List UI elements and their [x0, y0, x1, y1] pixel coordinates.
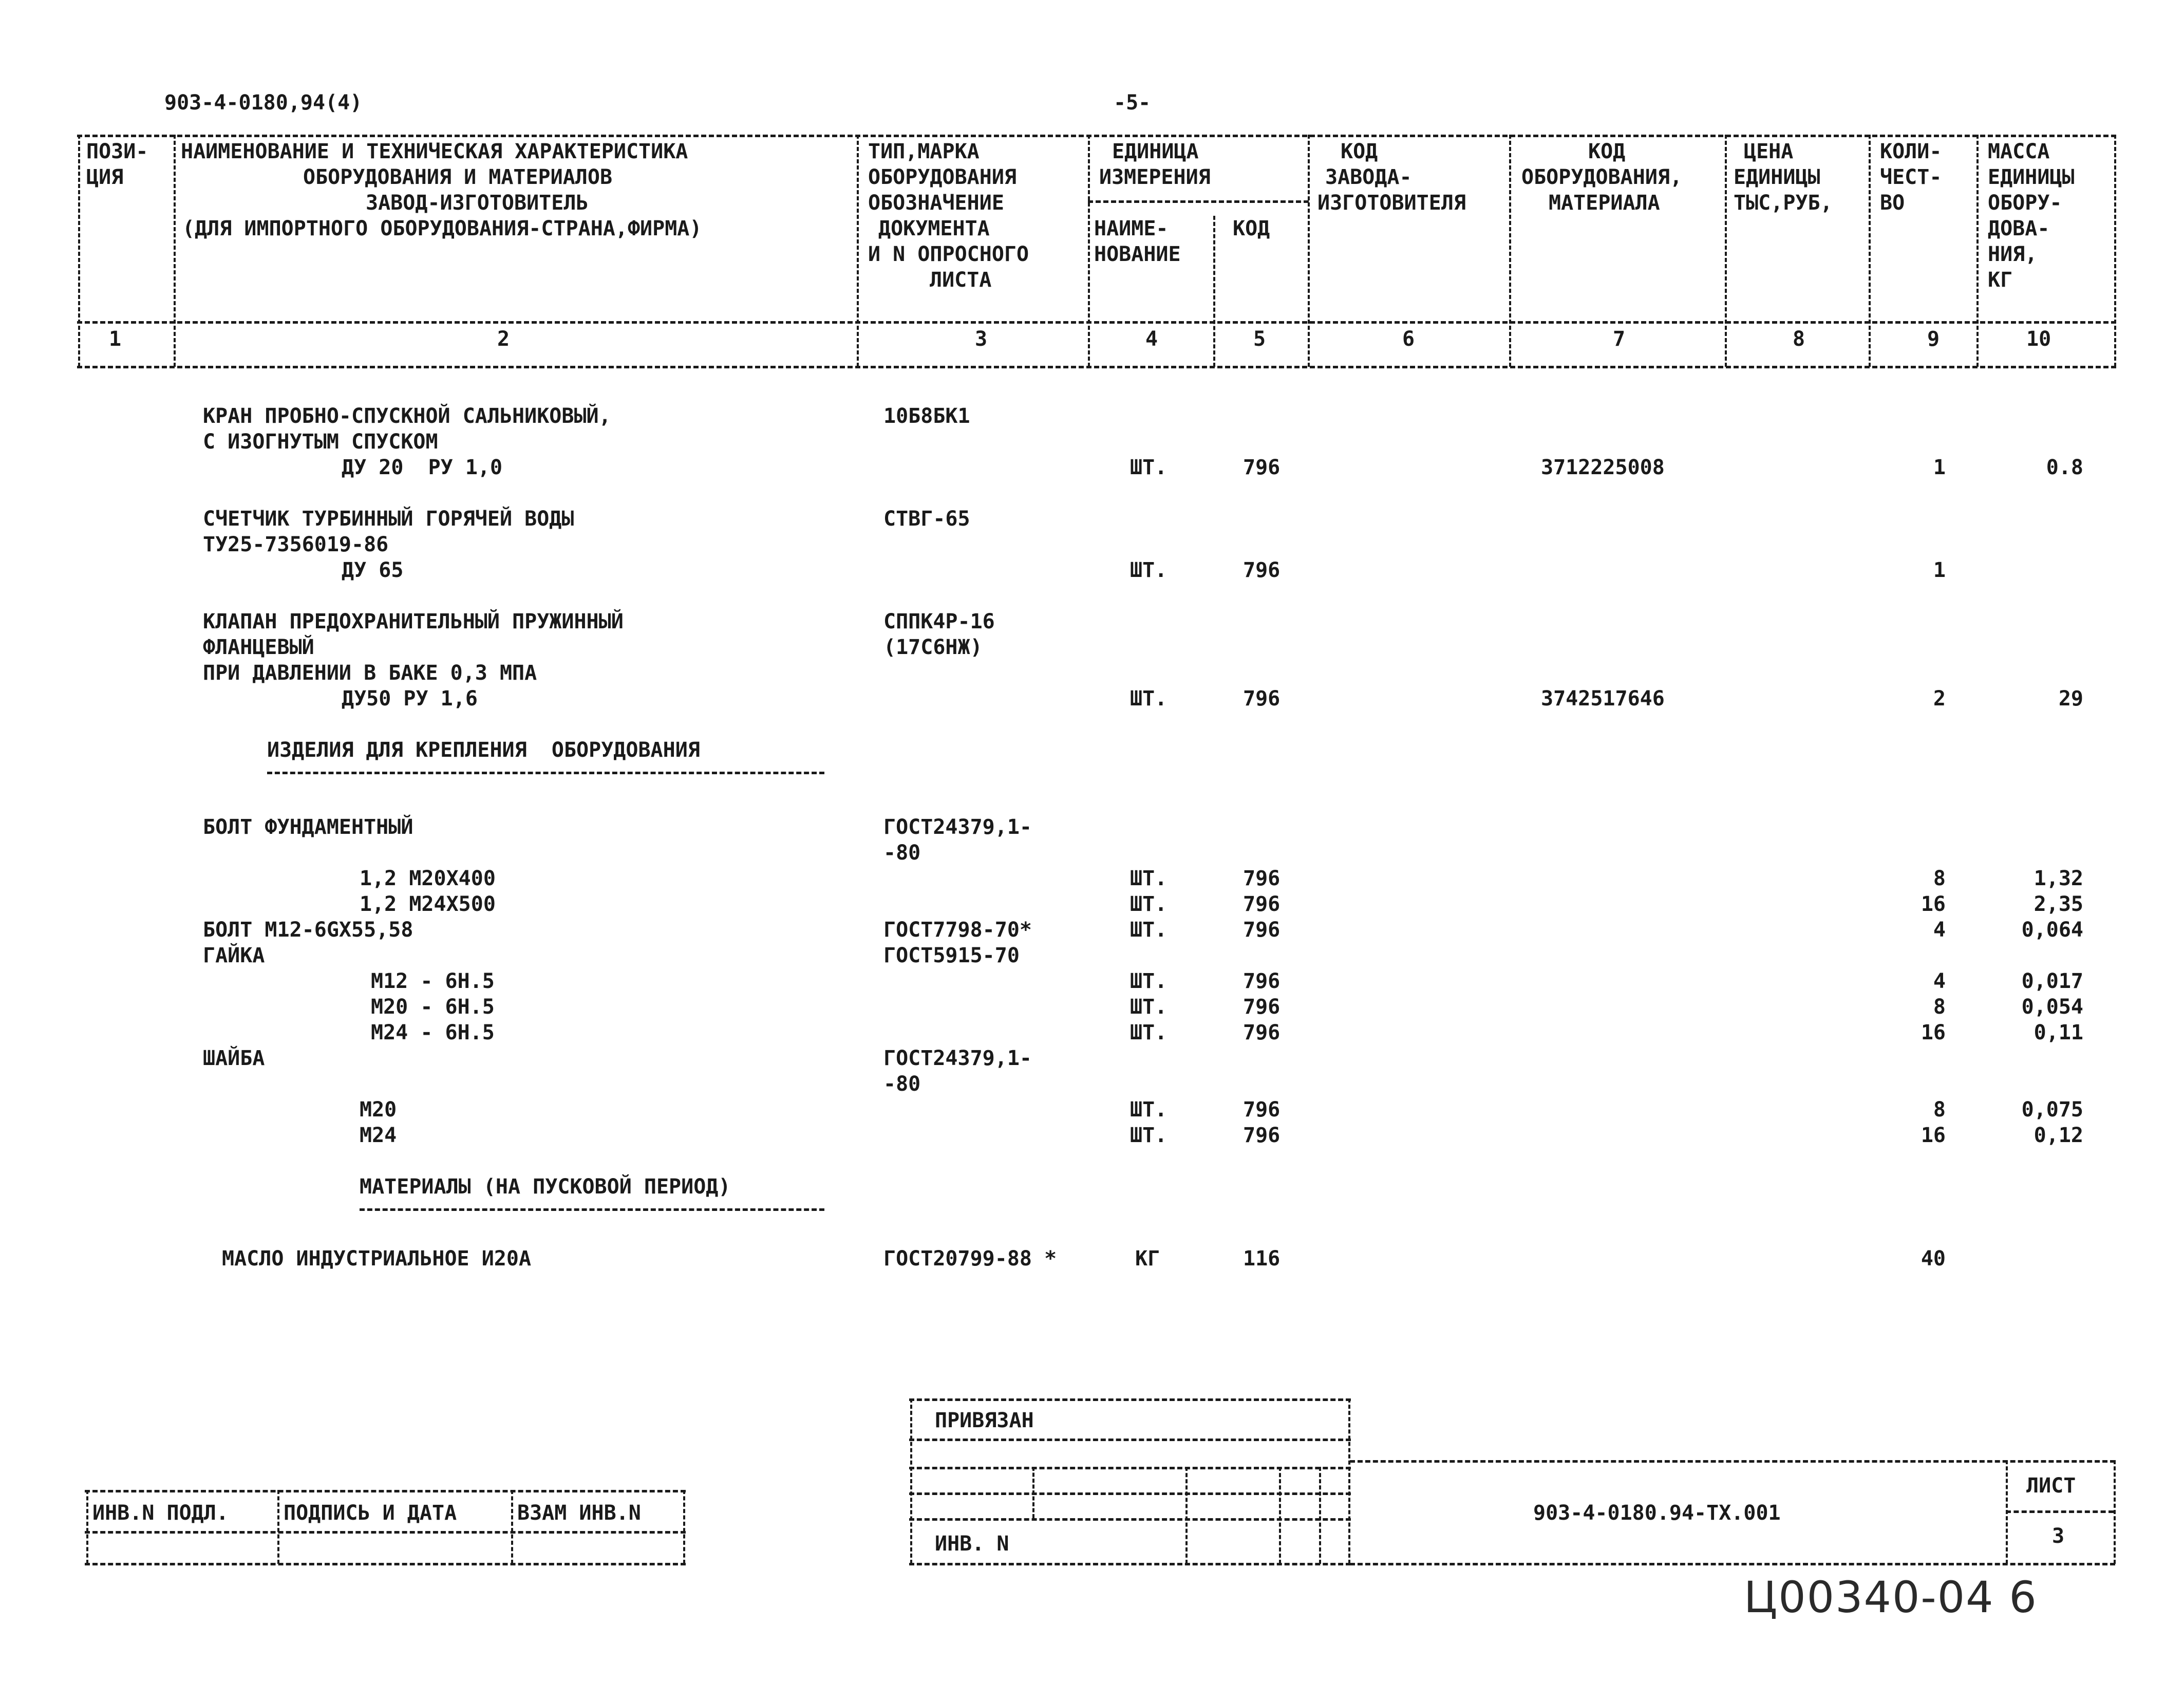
header-mass-line6: КГ	[1988, 268, 2013, 292]
row-quantity: 2	[1933, 687, 1946, 711]
header-equip-code-line2: ОБОРУДОВАНИЯ,	[1521, 165, 1683, 189]
header-qty-line3: ВО	[1880, 191, 1905, 215]
column-number-8: 8	[1793, 327, 1805, 351]
row-name-line: ТУ25-7356019-86	[203, 533, 389, 556]
row-name-line: ФЛАНЦЕВЫЙ	[203, 636, 314, 659]
row-unit-code: 796	[1243, 969, 1281, 993]
header-type-line6: ЛИСТА	[930, 268, 992, 292]
row-mass: 0.8	[2046, 456, 2083, 479]
row-unit: ШТ.	[1130, 969, 1168, 993]
header-equip-code-line3: МАТЕРИАЛА	[1549, 191, 1660, 215]
row-type: 10Б8БК1	[883, 404, 970, 428]
header-unit-code: КОД	[1233, 217, 1270, 240]
row-unit: ШТ.	[1130, 892, 1168, 916]
material-unit-code: 116	[1243, 1247, 1281, 1271]
row-mass: 0,075	[2021, 1098, 2083, 1122]
stamp-inv-label: ИНВ. N	[935, 1532, 1009, 1556]
row-unit-code: 796	[1243, 687, 1281, 711]
row-mass: 0,054	[2021, 995, 2083, 1019]
column-number-9: 9	[1927, 327, 1940, 351]
header-position-line2: ЦИЯ	[86, 165, 124, 189]
section-underline	[267, 772, 824, 774]
row-unit-code: 796	[1243, 558, 1281, 582]
row-name-line: ДУ 65	[342, 558, 404, 582]
row-unit-code: 796	[1243, 456, 1281, 479]
row-name: 1,2 М20Х400	[360, 867, 496, 890]
row-type: (17С6НЖ)	[883, 636, 983, 659]
row-quantity: 16	[1921, 892, 1946, 916]
row-unit-code: 796	[1243, 892, 1281, 916]
stamp-privyazan-label: ПРИВЯЗАН	[935, 1409, 1034, 1432]
header-name-line1: НАИМЕНОВАНИЕ И ТЕХНИЧЕСКАЯ ХАРАКТЕРИСТИКА	[181, 140, 688, 163]
section-underline	[360, 1208, 824, 1211]
row-mass: 1,32	[2034, 867, 2083, 890]
row-unit-code: 796	[1243, 995, 1281, 1019]
row-mass: 0,11	[2034, 1021, 2083, 1044]
material-quantity: 40	[1921, 1247, 1946, 1271]
row-mass: 0,064	[2021, 918, 2083, 942]
row-unit-code: 796	[1243, 1098, 1281, 1122]
row-name-line: ДУ 20 РУ 1,0	[342, 456, 503, 479]
section-heading-fixing: ИЗДЕЛИЯ ДЛЯ КРЕПЛЕНИЯ ОБОРУДОВАНИЯ	[267, 738, 700, 762]
row-mass: 0,12	[2034, 1124, 2083, 1147]
list-item: БОЛТ ФУНДАМЕНТНЫЙ	[203, 815, 413, 839]
column-number-6: 6	[1402, 327, 1415, 351]
header-type-line3: ОБОЗНАЧЕНИЕ	[868, 191, 1004, 215]
row-name: М20 - 6Н.5	[371, 995, 495, 1019]
stamp-label-inv-original: ИНВ.N ПОДЛ.	[92, 1501, 229, 1525]
row-equipment-code: 3712225008	[1541, 456, 1665, 479]
row-unit-code: 796	[1243, 867, 1281, 890]
header-mass-line5: НИЯ,	[1988, 242, 2038, 266]
row-unit: ШТ.	[1130, 1098, 1168, 1122]
row-name-line: КЛАПАН ПРЕДОХРАНИТЕЛЬНЫЙ ПРУЖИННЫЙ	[203, 610, 624, 633]
row-unit: ШТ.	[1130, 918, 1168, 942]
header-maker-code-line1: КОД	[1341, 140, 1378, 163]
row-quantity: 8	[1933, 867, 1946, 890]
header-qty-line2: ЧЕСТ-	[1880, 165, 1942, 189]
stamp-sheet-number: 3	[2052, 1524, 2065, 1548]
row-name: ГАЙКА	[203, 944, 265, 967]
column-number-1: 1	[109, 327, 122, 351]
row-quantity: 4	[1933, 969, 1946, 993]
row-unit: ШТ.	[1130, 1124, 1168, 1147]
row-mass: 0,017	[2021, 969, 2083, 993]
row-name: БОЛТ М12-6GХ55,58	[203, 918, 413, 942]
row-type: ГОСТ5915-70	[883, 944, 1020, 967]
row-name: М24	[360, 1124, 397, 1147]
material-unit: КГ	[1135, 1247, 1160, 1271]
header-mass-line2: ЕДИНИЦЫ	[1988, 165, 2075, 189]
column-number-3: 3	[975, 327, 988, 351]
row-type: СТВГ-65	[883, 507, 970, 531]
row-name-line: С ИЗОГНУТЫМ СПУСКОМ	[203, 430, 438, 454]
row-unit: ШТ.	[1130, 687, 1168, 711]
header-price-line1: ЦЕНА	[1744, 140, 1794, 163]
row-type: ГОСТ7798-70*	[883, 918, 1032, 942]
column-number-10: 10	[2026, 327, 2051, 351]
handwritten-archive-number: Ц00340-04 6	[1744, 1572, 2038, 1622]
row-unit: ШТ.	[1130, 558, 1168, 582]
row-unit: ШТ.	[1130, 867, 1168, 890]
header-type-line2: ОБОРУДОВАНИЯ	[868, 165, 1016, 189]
column-number-2: 2	[497, 327, 510, 351]
header-maker-code-line2: ЗАВОДА-	[1325, 165, 1412, 189]
row-unit-code: 796	[1243, 1124, 1281, 1147]
row-name-line: СЧЕТЧИК ТУРБИННЫЙ ГОРЯЧЕЙ ВОДЫ	[203, 507, 574, 531]
row-type: -80	[883, 841, 921, 865]
column-number-5: 5	[1253, 327, 1266, 351]
stamp-label-signature-date: ПОДПИСЬ И ДАТА	[284, 1501, 457, 1525]
row-unit: ШТ.	[1130, 995, 1168, 1019]
header-unit-line2: ИЗМЕРЕНИЯ	[1099, 165, 1211, 189]
row-quantity: 8	[1933, 1098, 1946, 1122]
row-name: М12 - 6Н.5	[371, 969, 495, 993]
row-name: М24 - 6Н.5	[371, 1021, 495, 1044]
header-unit-name-line2: НОВАНИЕ	[1094, 242, 1181, 266]
stamp-sheet-label: ЛИСТ	[2026, 1474, 2076, 1498]
header-mass-line4: ДОВА-	[1988, 217, 2050, 240]
row-unit-code: 796	[1243, 918, 1281, 942]
row-mass: 2,35	[2034, 892, 2083, 916]
row-unit: ШТ.	[1130, 1021, 1168, 1044]
document-reference: 903-4-0180,94(4)	[164, 91, 363, 115]
header-name-line2: ОБОРУДОВАНИЯ И МАТЕРИАЛОВ	[303, 165, 613, 189]
header-unit-name-line1: НАИМЕ-	[1094, 217, 1169, 240]
row-mass: 29	[2058, 687, 2083, 711]
header-name-line3: ЗАВОД-ИЗГОТОВИТЕЛЬ	[366, 191, 589, 215]
header-name-line4: (ДЛЯ ИМПОРТНОГО ОБОРУДОВАНИЯ-СТРАНА,ФИРМА)	[182, 217, 702, 240]
header-type-line5: И N ОПРОСНОГО	[868, 242, 1029, 266]
stamp-label-replaced-inv: ВЗАМ ИНВ.N	[517, 1501, 641, 1525]
row-type: СППК4Р-16	[883, 610, 995, 633]
header-mass-line1: МАССА	[1988, 140, 2050, 163]
material-name: МАСЛО ИНДУСТРИАЛЬНОЕ И20А	[222, 1247, 532, 1271]
row-name: М20	[360, 1098, 397, 1122]
row-quantity: 4	[1933, 918, 1946, 942]
row-type: ГОСТ24379,1-	[883, 1047, 1032, 1070]
row-equipment-code: 3742517646	[1541, 687, 1665, 711]
stamp-designation: 903-4-0180.94-ТХ.001	[1533, 1501, 1781, 1525]
material-type: ГОСТ20799-88 *	[883, 1247, 1057, 1271]
row-name-line: ПРИ ДАВЛЕНИИ В БАКЕ 0,3 МПА	[203, 661, 537, 685]
header-type-line4: ДОКУМЕНТА	[878, 217, 990, 240]
header-position-line1: ПОЗИ-	[86, 140, 148, 163]
header-equip-code-line1: КОД	[1588, 140, 1626, 163]
row-unit-code: 796	[1243, 1021, 1281, 1044]
row-quantity: 1	[1933, 558, 1946, 582]
header-unit-line1: ЕДИНИЦА	[1112, 140, 1199, 163]
header-price-line3: ТЫС,РУБ,	[1734, 191, 1833, 215]
header-maker-code-line3: ИЗГОТОВИТЕЛЯ	[1317, 191, 1466, 215]
row-unit: ШТ.	[1130, 456, 1168, 479]
header-qty-line1: КОЛИ-	[1880, 140, 1942, 163]
row-type: -80	[883, 1072, 921, 1096]
row-name-line: ДУ50 РУ 1,6	[342, 687, 478, 711]
row-quantity: 1	[1933, 456, 1946, 479]
row-quantity: 16	[1921, 1021, 1946, 1044]
row-name: 1,2 М24Х500	[360, 892, 496, 916]
header-type-line1: ТИП,МАРКА	[868, 140, 980, 163]
column-number-7: 7	[1613, 327, 1626, 351]
header-mass-line3: ОБОРУ-	[1988, 191, 2062, 215]
row-name: ШАЙБА	[203, 1047, 265, 1070]
row-name-line: КРАН ПРОБНО-СПУСКНОЙ САЛЬНИКОВЫЙ,	[203, 404, 611, 428]
row-type: ГОСТ24379,1-	[883, 815, 1032, 839]
column-number-4: 4	[1145, 327, 1158, 351]
header-price-line2: ЕДИНИЦЫ	[1734, 165, 1820, 189]
page-number: -5-	[1114, 91, 1151, 115]
section-heading-materials: МАТЕРИАЛЫ (НА ПУСКОВОЙ ПЕРИОД)	[360, 1175, 731, 1199]
row-quantity: 16	[1921, 1124, 1946, 1147]
row-quantity: 8	[1933, 995, 1946, 1019]
